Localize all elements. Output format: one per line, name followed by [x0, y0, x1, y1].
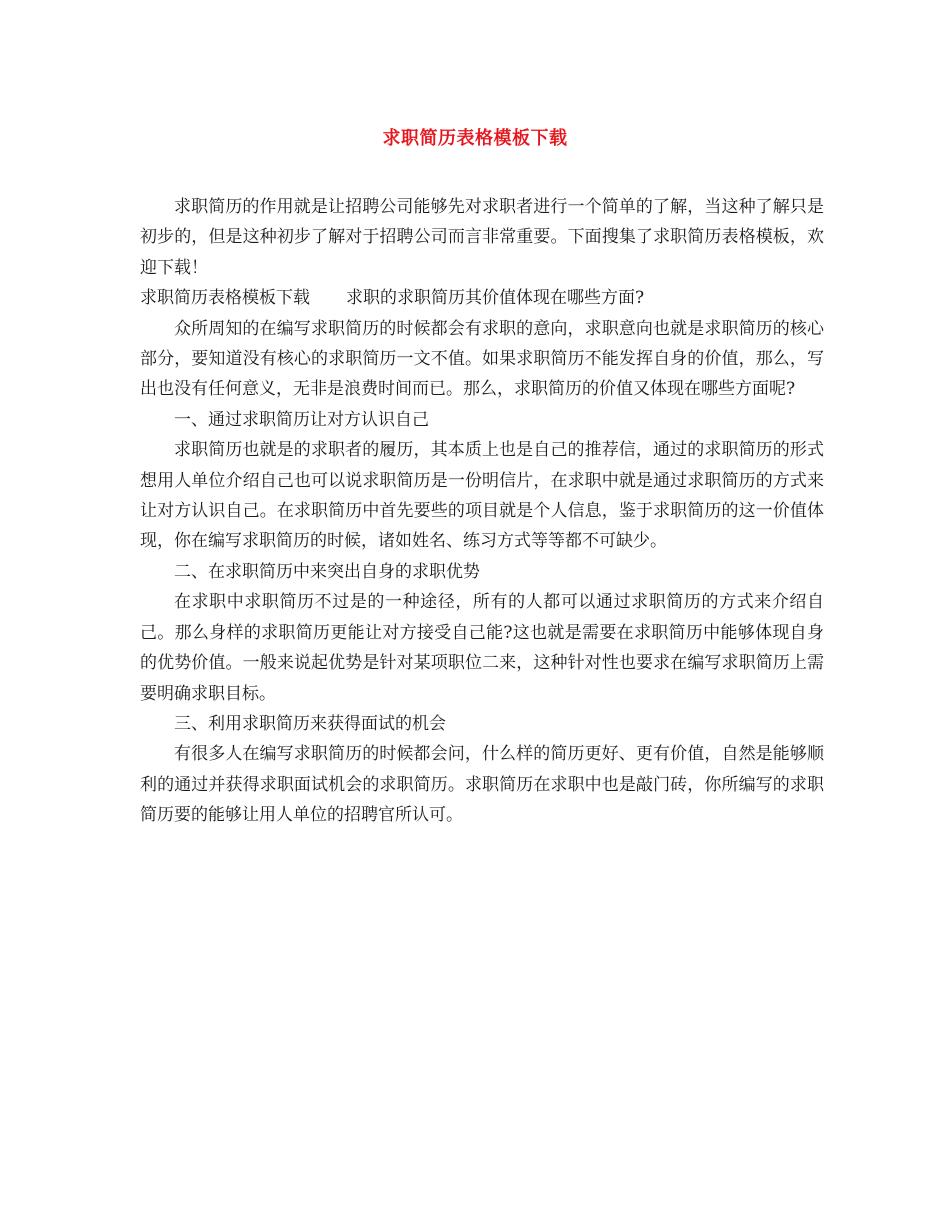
- link-resume-value[interactable]: 求职的求职简历其价值体现在哪些方面?: [346, 288, 645, 309]
- link-resume-template-download[interactable]: 求职简历表格模板下载: [140, 288, 310, 309]
- page-title: 求职简历表格模板下载: [382, 128, 568, 149]
- intro-paragraph: 求职简历的作用就是让招聘公司能够先对求职者进行一个简单的了解，当这种了解只是初步的，但是这种初步了解对于招聘公司而言非常重要。下面搜集了求职简历表格模板，欢迎下载！: [140, 197, 824, 278]
- related-links: [140, 283, 824, 313]
- paragraph-value-intro: 众所周知的在编写求职简历的时候都会有求职的意向，求职意向也就是求职简历的核心部分，要知道没有核心的求职简历一文不值。如果求职简历不能发挥自身的价值，那么，写出也没有任何意义，无非是浪费时间而已。那么，求职简历的价值又体现在哪些方面呢?: [140, 318, 824, 400]
- section-heading-3: 三、利用求职简历来获得面试的机会: [174, 713, 446, 734]
- paragraph-section-1: 求职简历也就是的求职者的履历，其本质上也是自己的推荐信，通过的求职简历的形式想用人单位介绍自己也可以说求职简历是一份明信片，在求职中就是通过求职简历的方式来让对方认识自己。在求职简历中首先要些的项目就是个人信息，鉴于求职简历的这一价值体现，你在编写求职简历的时候，诸如姓名、练习方式等等都不可缺少。: [140, 440, 824, 552]
- paragraph-section-3: 有很多人在编写求职简历的时候都会问，什么样的简历更好、更有价值，自然是能够顺利的通过并获得求职面试机会的求职简历。求职简历在求职中也是敲门砖，你所编写的求职简历要的能够让用人单位的招聘官所认可。: [140, 744, 824, 826]
- section-heading-1: 一、通过求职简历让对方认识自己: [174, 409, 429, 430]
- paragraph-section-2: 在求职中求职简历不过是的一种途径，所有的人都可以通过求职简历的方式来介绍自己。那么身样的求职简历更能让对方接受自己能?这也就是需要在求职简历中能够体现自身的优势价值。一般来说起优势是针对某项职位二来，这种针对性也要求在编写求职简历上需要明确求职目标。: [140, 592, 824, 704]
- document-body: [140, 192, 824, 831]
- section-heading-2: 二、在求职简历中来突出自身的求职优势: [174, 561, 480, 582]
